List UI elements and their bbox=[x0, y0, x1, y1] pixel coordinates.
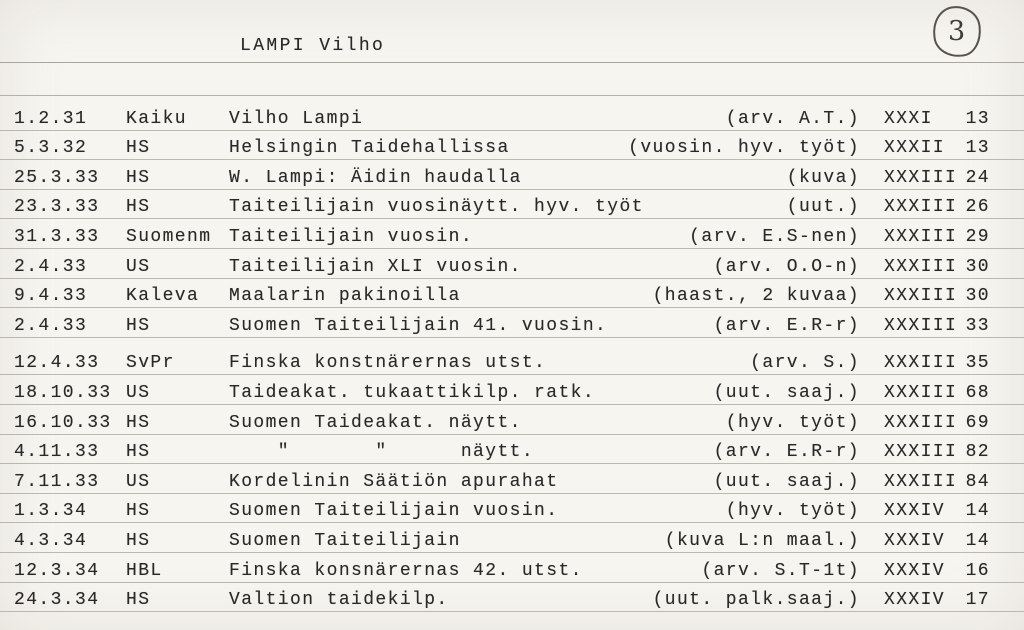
page-number: 3 bbox=[948, 16, 966, 47]
entry-annotation bbox=[649, 383, 884, 403]
entry-reference bbox=[884, 286, 1024, 306]
entry-date: 31.3.33 bbox=[14, 226, 100, 247]
entry-description: Suomen Taiteilijain vuosin. bbox=[229, 501, 559, 522]
entry-annotation-text: (arv. A.T.) bbox=[725, 108, 860, 129]
entry-page: 26 bbox=[965, 197, 990, 218]
entry-volume: XXXIII bbox=[884, 315, 958, 336]
entry-date: 16.10.33 bbox=[14, 412, 112, 433]
entry-annotation bbox=[649, 561, 884, 581]
entry-reference bbox=[884, 257, 1024, 277]
entry-annotation-text: (uut. palk.saaj.) bbox=[652, 590, 860, 611]
entry-annotation bbox=[649, 197, 884, 217]
entry-reference bbox=[884, 316, 1024, 336]
entry-description: Valtion taidekilp. bbox=[229, 590, 449, 611]
entry-source: HS bbox=[126, 197, 151, 218]
entry-annotation-text: (vuosin. hyv. työt) bbox=[628, 138, 860, 159]
entry-volume: XXXIII bbox=[884, 353, 958, 374]
table-row bbox=[0, 101, 1024, 131]
entry-description: Taideakat. tukaattikilp. ratk. bbox=[229, 382, 596, 403]
entry-annotation bbox=[649, 472, 884, 492]
entry-page: 24 bbox=[965, 167, 990, 188]
table-row bbox=[0, 405, 1024, 435]
entry-reference bbox=[884, 168, 1024, 188]
entry-volume: XXXIV bbox=[884, 590, 946, 611]
entry-reference bbox=[884, 501, 1024, 521]
entry-date: 1.3.34 bbox=[14, 501, 88, 522]
title-underline-rule bbox=[0, 62, 1024, 63]
entry-reference bbox=[884, 109, 1024, 129]
entry-volume: XXXIII bbox=[884, 382, 958, 403]
entry-reference bbox=[884, 138, 1024, 158]
entry-description: Taiteilijain XLI vuosin. bbox=[229, 256, 522, 277]
entry-description: W. Lampi: Äidin haudalla bbox=[229, 167, 522, 188]
entry-page: 13 bbox=[965, 138, 990, 159]
entry-source: Kaiku bbox=[126, 108, 188, 129]
entry-date: 24.3.34 bbox=[14, 590, 100, 611]
table-row bbox=[0, 279, 1024, 309]
table-row bbox=[0, 523, 1024, 553]
table-row bbox=[0, 464, 1024, 494]
entry-page: 16 bbox=[965, 560, 990, 581]
entry-description: Vilho Lampi bbox=[229, 108, 364, 129]
table-row bbox=[0, 160, 1024, 190]
entry-date: 9.4.33 bbox=[14, 286, 88, 307]
entry-source: HS bbox=[126, 138, 151, 159]
entry-page: 30 bbox=[965, 286, 990, 307]
entry-annotation-text: (hyv. työt) bbox=[725, 501, 860, 522]
entry-annotation bbox=[649, 501, 884, 521]
entry-annotation bbox=[649, 257, 884, 277]
entry-date: 4.3.34 bbox=[14, 530, 88, 551]
entry-page: 14 bbox=[965, 501, 990, 522]
entry-source: HS bbox=[126, 315, 151, 336]
entry-page: 82 bbox=[965, 442, 990, 463]
entry-source: HS bbox=[126, 530, 151, 551]
entry-annotation-text: (arv. E.R-r) bbox=[713, 442, 860, 463]
entry-volume: XXXIII bbox=[884, 197, 958, 218]
entry-description: Kordelinin Säätiön apurahat bbox=[229, 471, 559, 492]
entry-annotation bbox=[649, 286, 884, 306]
entry-annotation-text: (uut. saaj.) bbox=[713, 382, 860, 403]
entry-source: HBL bbox=[126, 560, 163, 581]
entry-annotation-text: (arv. S.T-1t) bbox=[701, 560, 860, 581]
entry-reference bbox=[884, 413, 1024, 433]
table-row bbox=[0, 131, 1024, 161]
entry-description: Taiteilijain vuosin. bbox=[229, 226, 474, 247]
entry-date: 25.3.33 bbox=[14, 167, 100, 188]
header-divider-rule bbox=[0, 95, 1024, 96]
entry-source: Suomenm bbox=[126, 226, 212, 247]
entry-description: Maalarin pakinoilla bbox=[229, 286, 461, 307]
entry-date: 23.3.33 bbox=[14, 197, 100, 218]
entry-volume: XXXIII bbox=[884, 471, 958, 492]
entry-annotation-text: (haast., 2 kuvaa) bbox=[652, 286, 860, 307]
table-row bbox=[0, 553, 1024, 583]
entry-annotation-text: (hyv. työt) bbox=[725, 412, 860, 433]
entry-date: 7.11.33 bbox=[14, 471, 100, 492]
entry-page: 68 bbox=[965, 382, 990, 403]
table-row bbox=[0, 375, 1024, 405]
entry-date: 4.11.33 bbox=[14, 442, 100, 463]
table-row bbox=[0, 249, 1024, 279]
entry-annotation bbox=[628, 138, 884, 159]
entry-page: 17 bbox=[965, 590, 990, 611]
entry-reference bbox=[884, 197, 1024, 217]
entry-date: 2.4.33 bbox=[14, 256, 88, 277]
entry-annotation bbox=[649, 316, 884, 336]
table-row bbox=[0, 190, 1024, 220]
entry-reference bbox=[884, 442, 1024, 462]
entry-annotation-text: (kuva) bbox=[786, 167, 860, 188]
entry-annotation-text: (arv. E.R-r) bbox=[713, 315, 860, 336]
table-row bbox=[0, 346, 1024, 376]
entry-page: 35 bbox=[965, 353, 990, 374]
entry-annotation-text: (arv. O.O-n) bbox=[713, 256, 860, 277]
entry-annotation-text: (arv. E.S-nen) bbox=[689, 226, 860, 247]
entry-description: Helsingin Taidehallissa bbox=[229, 138, 510, 159]
entry-page: 30 bbox=[965, 256, 990, 277]
entry-annotation bbox=[649, 531, 884, 551]
entry-volume: XXXIV bbox=[884, 530, 946, 551]
entry-source: Kaleva bbox=[126, 286, 200, 307]
entry-date: 12.4.33 bbox=[14, 353, 100, 374]
entry-page: 33 bbox=[965, 315, 990, 336]
entry-annotation bbox=[649, 168, 884, 188]
entry-source: HS bbox=[126, 590, 151, 611]
entry-volume: XXXIV bbox=[884, 560, 946, 581]
entry-volume: XXXI bbox=[884, 108, 933, 129]
entry-volume: XXXIII bbox=[884, 286, 958, 307]
entry-description: Suomen Taiteilijain bbox=[229, 530, 461, 551]
handwritten-page-number-circle bbox=[930, 3, 984, 59]
entry-source: HS bbox=[126, 167, 151, 188]
entry-annotation bbox=[649, 227, 884, 247]
entry-volume: XXXIII bbox=[884, 256, 958, 277]
entry-reference bbox=[884, 590, 1024, 610]
entry-source: US bbox=[126, 471, 151, 492]
table-row bbox=[0, 435, 1024, 465]
entry-annotation-text: (kuva L:n maal.) bbox=[664, 530, 860, 551]
table-row bbox=[0, 494, 1024, 524]
entry-date: 12.3.34 bbox=[14, 560, 100, 581]
entry-annotation bbox=[649, 353, 884, 373]
entry-volume: XXXIII bbox=[884, 226, 958, 247]
entry-reference bbox=[884, 353, 1024, 373]
entry-page: 29 bbox=[965, 226, 990, 247]
entry-volume: XXXIV bbox=[884, 501, 946, 522]
entry-annotation-text: (uut.) bbox=[786, 197, 860, 218]
table-row bbox=[0, 583, 1024, 613]
entry-volume: XXXIII bbox=[884, 167, 958, 188]
entry-page: 13 bbox=[965, 108, 990, 129]
entry-reference bbox=[884, 383, 1024, 403]
entry-date: 18.10.33 bbox=[14, 382, 112, 403]
entry-description: Taiteilijain vuosinäytt. hyv. työt bbox=[229, 197, 644, 218]
entry-reference bbox=[884, 531, 1024, 551]
entry-source: US bbox=[126, 382, 151, 403]
entry-date: 2.4.33 bbox=[14, 315, 88, 336]
entry-page: 69 bbox=[965, 412, 990, 433]
entry-volume: XXXIII bbox=[884, 442, 958, 463]
entry-description: Suomen Taiteilijain 41. vuosin. bbox=[229, 315, 608, 336]
entry-source: HS bbox=[126, 442, 151, 463]
table-row bbox=[0, 219, 1024, 249]
entry-source: HS bbox=[126, 501, 151, 522]
entry-annotation bbox=[649, 109, 884, 129]
entry-annotation bbox=[649, 413, 884, 433]
entry-description: Suomen Taideakat. näytt. bbox=[229, 412, 522, 433]
entry-annotation bbox=[649, 590, 884, 610]
entry-reference bbox=[884, 227, 1024, 247]
entry-annotation-text: (arv. S.) bbox=[750, 353, 860, 374]
entry-description: " " näytt. bbox=[229, 442, 535, 463]
entry-annotation bbox=[649, 442, 884, 462]
entry-description: Finska konstnärernas utst. bbox=[229, 353, 547, 374]
entry-date: 1.2.31 bbox=[14, 108, 88, 129]
entry-volume: XXXII bbox=[884, 138, 946, 159]
entry-annotation-text: (uut. saaj.) bbox=[713, 471, 860, 492]
table-row bbox=[0, 308, 1024, 338]
entry-source: US bbox=[126, 256, 151, 277]
entry-date: 5.3.32 bbox=[14, 138, 88, 159]
entry-source: HS bbox=[126, 412, 151, 433]
entry-volume: XXXIII bbox=[884, 412, 958, 433]
entry-page: 84 bbox=[965, 471, 990, 492]
entry-description: Finska konsnärernas 42. utst. bbox=[229, 560, 583, 581]
entry-reference bbox=[884, 561, 1024, 581]
entry-reference bbox=[884, 472, 1024, 492]
entries bbox=[0, 101, 1024, 612]
document-title: LAMPI Vilho bbox=[240, 36, 386, 56]
entry-page: 14 bbox=[965, 530, 990, 551]
entry-source: SvPr bbox=[126, 353, 175, 374]
